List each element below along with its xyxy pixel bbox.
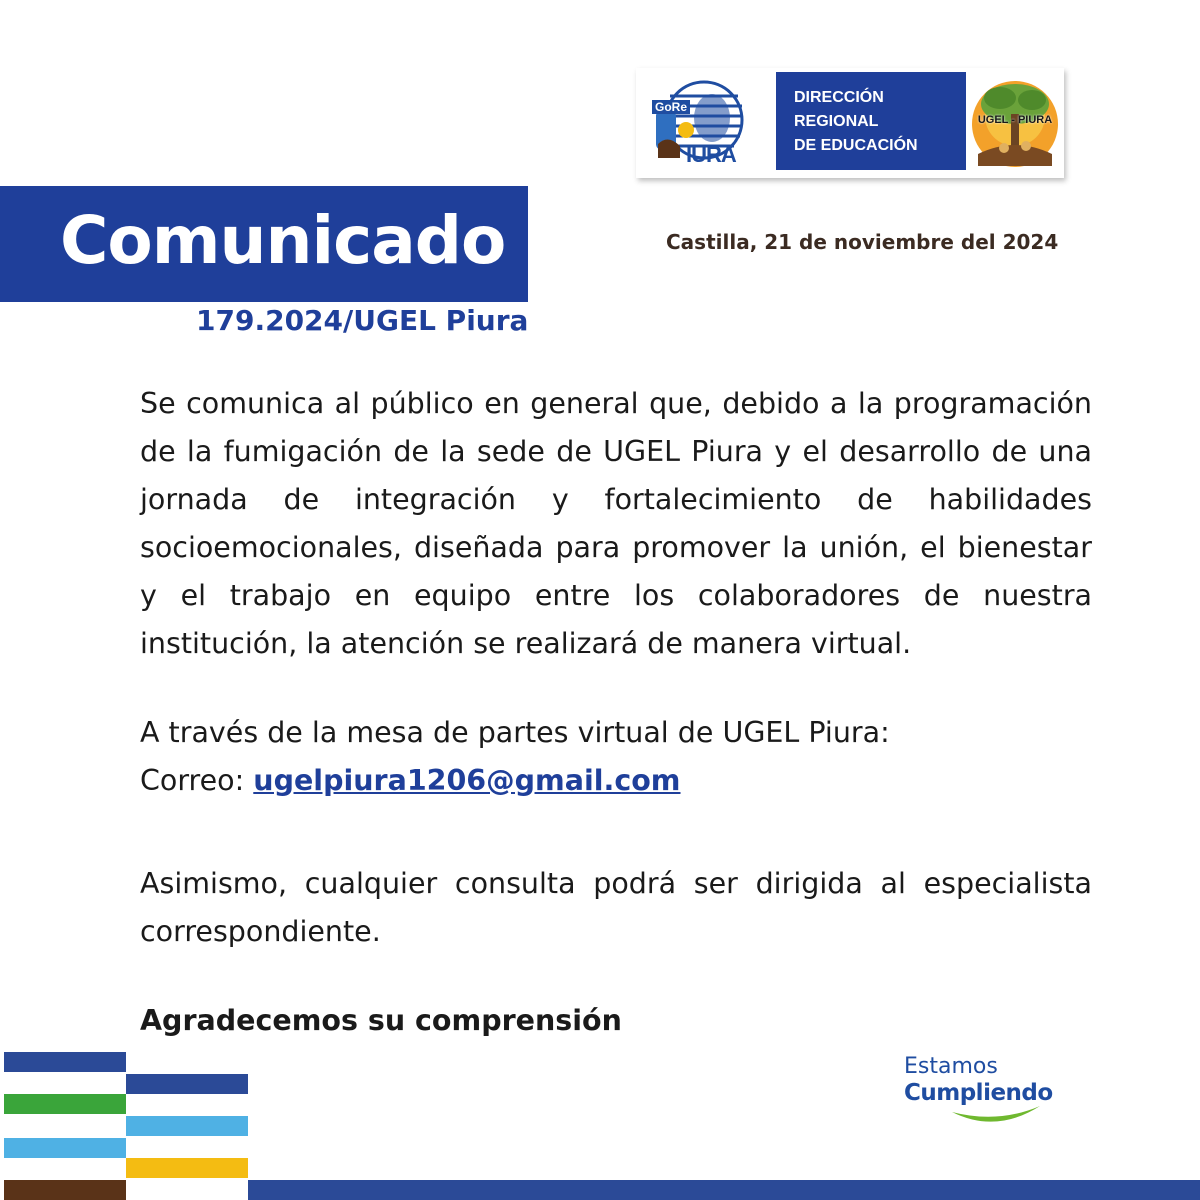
page-title: Comunicado: [60, 202, 506, 279]
slogan-line-2: Cumpliendo: [904, 1080, 1053, 1106]
title-banner: [0, 186, 528, 302]
direccion-regional-panel: [776, 72, 966, 170]
virtual-line: A través de la mesa de partes virtual de UGEL Piura:: [140, 716, 890, 749]
stripe-blue-2: [126, 1074, 248, 1094]
ugel-piura-logo: [970, 74, 1060, 172]
estamos-cumpliendo-logo: [904, 1054, 1054, 1134]
gore-bottom-text: IURA: [686, 142, 736, 167]
stripe-yellow: [126, 1158, 248, 1178]
date-line: Castilla, 21 de noviembre del 2024: [666, 230, 1059, 254]
header-logos: [636, 68, 1064, 178]
dre-line-1: DIRECCIÓN: [794, 89, 884, 106]
body-paragraph: Se comunica al público en general que, debido a la programación de la fumigación de la sede de UGEL Piura y el desarrollo de una jornada de integración y fortalecimiento de habilidades socioemocionales, diseñada para promover la unión, el bienestar y el trabajo en equipo entre los colaboradores de nuestra institución, la atención se realizará de manera virtual.: [140, 387, 1092, 660]
ugel-logo-text: UGEL - PIURA: [977, 114, 1053, 126]
email-line: [140, 764, 681, 797]
stripe-lightblue-1: [126, 1116, 248, 1136]
stripe-bottom-bar: [248, 1180, 1200, 1200]
email-label: Correo:: [140, 764, 254, 797]
email-link[interactable]: ugelpiura1206@gmail.com: [253, 764, 681, 797]
stripe-green: [4, 1094, 126, 1114]
stripe-blue-1: [4, 1052, 126, 1072]
slogan-line-1: Estamos: [904, 1054, 998, 1079]
consult-paragraph: Asimismo, cualquier consulta podrá ser dirigida al especialista correspondiente.: [140, 867, 1092, 948]
comunicado-code: 179.2024/UGEL Piura: [196, 304, 529, 337]
thanks-line: Agradecemos su comprensión: [140, 1004, 622, 1037]
gore-top-text: GoRe: [652, 100, 690, 114]
stripe-brown: [4, 1180, 126, 1200]
dre-line-3: DE EDUCACIÓN: [794, 137, 918, 154]
swoosh-icon: [904, 1054, 1054, 1134]
gore-piura-logo: [646, 74, 768, 172]
dre-line-2: REGIONAL: [794, 113, 879, 130]
stripe-lightblue-2: [4, 1138, 126, 1158]
